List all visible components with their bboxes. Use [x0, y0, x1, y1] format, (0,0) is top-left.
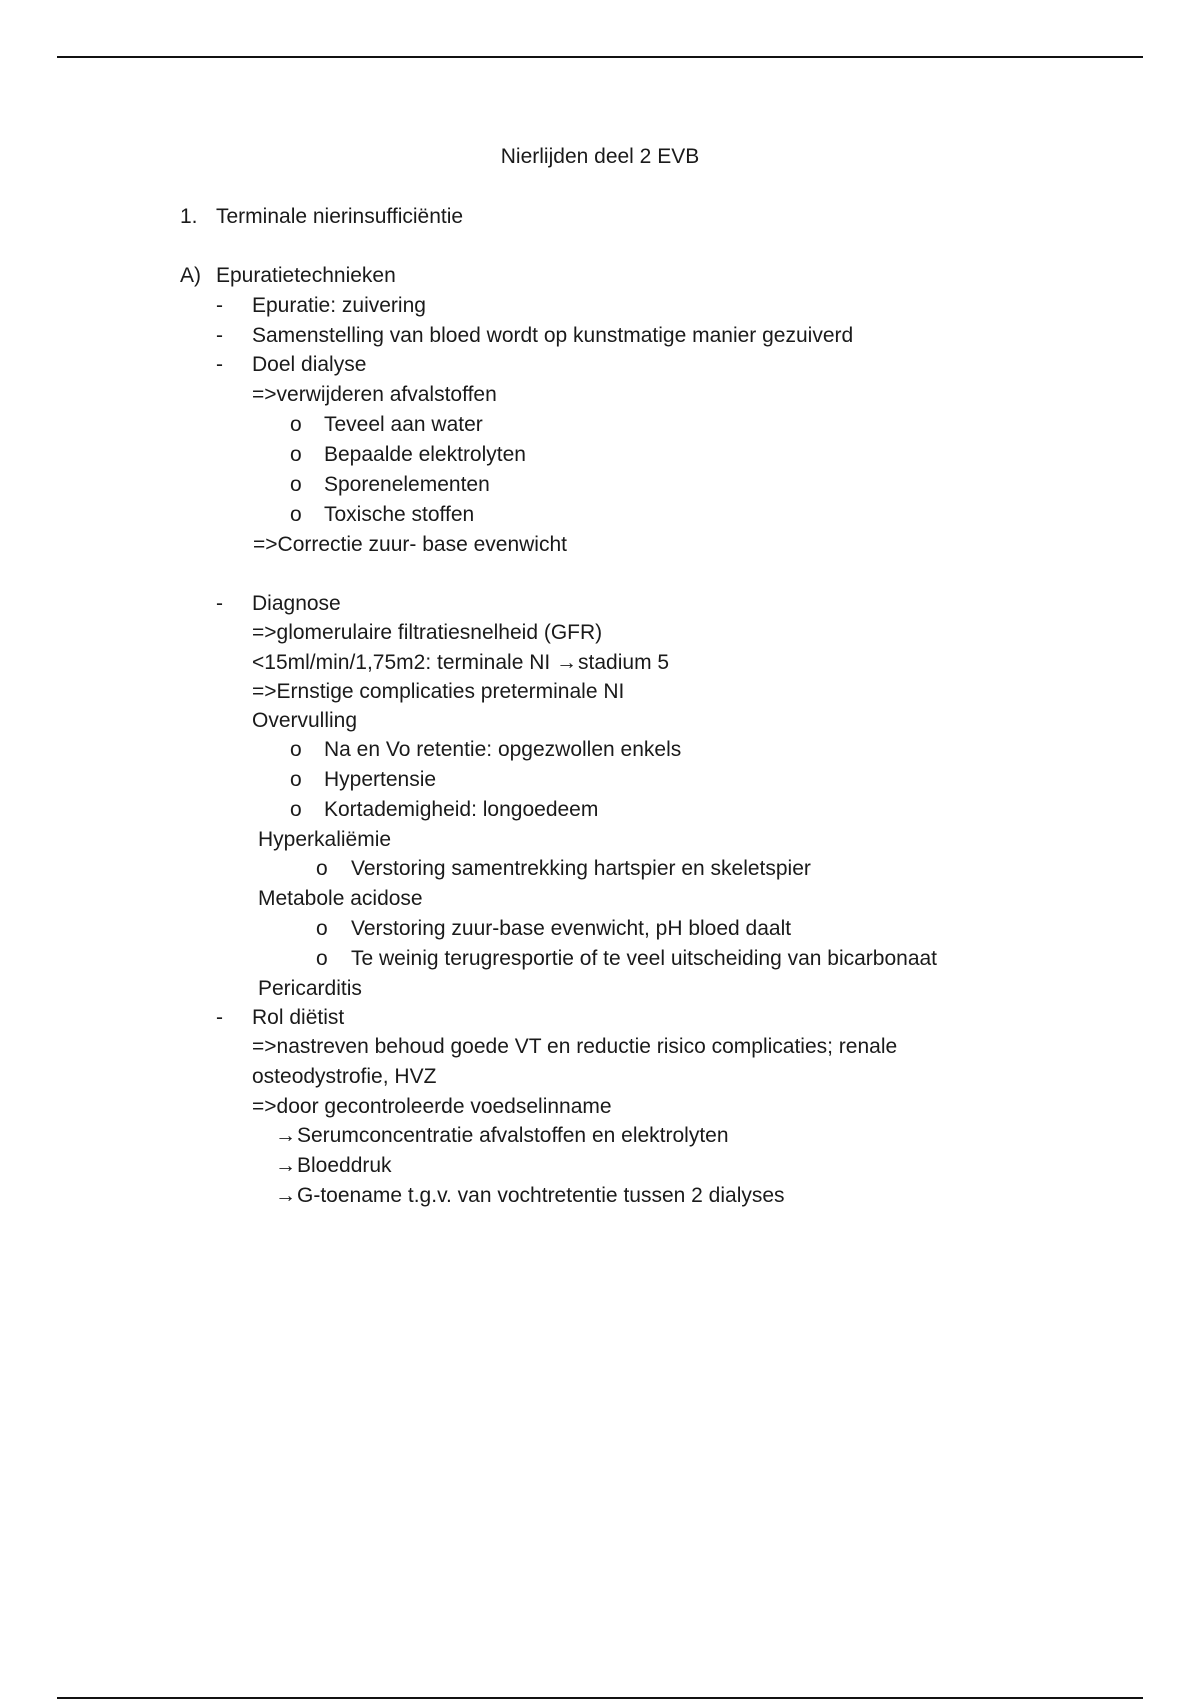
arrow-item-text: Bloeddruk [297, 1154, 392, 1177]
bullet-marker: o [290, 443, 302, 466]
item-epuratie: Epuratie: zuivering [252, 294, 426, 317]
arrow-list-item [275, 1153, 392, 1179]
list-item: Bepaalde elektrolyten [324, 443, 526, 466]
item-rol-dietist: Rol diëtist [252, 1006, 345, 1029]
arrow-list-item [275, 1183, 785, 1209]
dash-marker: - [216, 353, 223, 376]
bullet-marker: o [316, 947, 328, 970]
arrow-right-icon: → [556, 651, 578, 674]
bullet-marker: o [316, 857, 328, 880]
line-gfr: =>glomerulaire filtratiesnelheid (GFR) [252, 621, 603, 644]
footer-rule [57, 1697, 1143, 1699]
arrow-item-text: G-toename t.g.v. van vochtretentie tussen 2 dialyses [297, 1184, 785, 1207]
page-title: Nierlijden deel 2 EVB [500, 145, 700, 168]
subsection-title: Epuratietechnieken [216, 264, 396, 287]
bullet-marker: o [290, 738, 302, 761]
line-verwijderen: =>verwijderen afvalstoffen [252, 383, 497, 406]
line-ernstige: =>Ernstige complicaties preterminale NI [252, 680, 625, 703]
dash-marker: - [216, 592, 223, 615]
line-overvulling: Overvulling [252, 709, 358, 732]
dash-marker: - [216, 324, 223, 347]
dash-marker: - [216, 1006, 223, 1029]
line-acidose: Metabole acidose [258, 887, 423, 910]
list-item: Te weinig terugresportie of te veel uitscheiding van bicarbonaat [351, 947, 938, 970]
item-doel-dialyse: Doel dialyse [252, 353, 367, 376]
arrow-right-icon: → [275, 1124, 296, 1147]
list-item: Sporenelementen [324, 473, 490, 496]
line-correctie: =>Correctie zuur- base evenwicht [253, 533, 567, 556]
subsection-letter: A) [180, 264, 201, 287]
list-item: Verstoring zuur-base evenwicht, pH bloed daalt [351, 917, 792, 940]
line-gfr-value [252, 650, 669, 676]
bullet-marker: o [290, 473, 302, 496]
list-item: Teveel aan water [324, 413, 483, 436]
bullet-marker: o [290, 413, 302, 436]
header-rule [57, 56, 1143, 58]
gfr-value-text: <15ml/min/1,75m2: terminale NI [252, 651, 557, 674]
list-item: Verstoring samentrekking hartspier en skeletspier [351, 857, 811, 880]
bullet-marker: o [290, 503, 302, 526]
bullet-marker: o [316, 917, 328, 940]
list-item: Na en Vo retentie: opgezwollen enkels [324, 738, 682, 761]
list-item: Toxische stoffen [324, 503, 475, 526]
line-nastreven-1: =>nastreven behoud goede VT en reductie risico complicaties; renale [252, 1035, 898, 1058]
section-title: Terminale nierinsufficiëntie [216, 205, 464, 228]
dash-marker: - [216, 294, 223, 317]
line-hyperkaliemie: Hyperkaliëmie [258, 828, 392, 851]
list-item: Kortademigheid: longoedeem [324, 798, 599, 821]
bullet-marker: o [290, 798, 302, 821]
arrow-item-text: Serumconcentratie afvalstoffen en elektrolyten [297, 1124, 729, 1147]
line-pericarditis: Pericarditis [258, 977, 362, 1000]
item-samenstelling: Samenstelling van bloed wordt op kunstmatige manier gezuiverd [252, 324, 854, 347]
line-nastreven-2: osteodystrofie, HVZ [252, 1065, 437, 1088]
arrow-list-item [275, 1123, 729, 1149]
bullet-marker: o [290, 768, 302, 791]
arrow-right-icon: → [275, 1154, 296, 1177]
arrow-right-icon: → [275, 1184, 296, 1207]
list-item: Hypertensie [324, 768, 437, 791]
item-diagnose: Diagnose [252, 592, 341, 615]
section-number: 1. [180, 205, 198, 228]
stadium-text: stadium 5 [578, 651, 670, 674]
line-gecontroleerd: =>door gecontroleerde voedselinname [252, 1095, 612, 1118]
